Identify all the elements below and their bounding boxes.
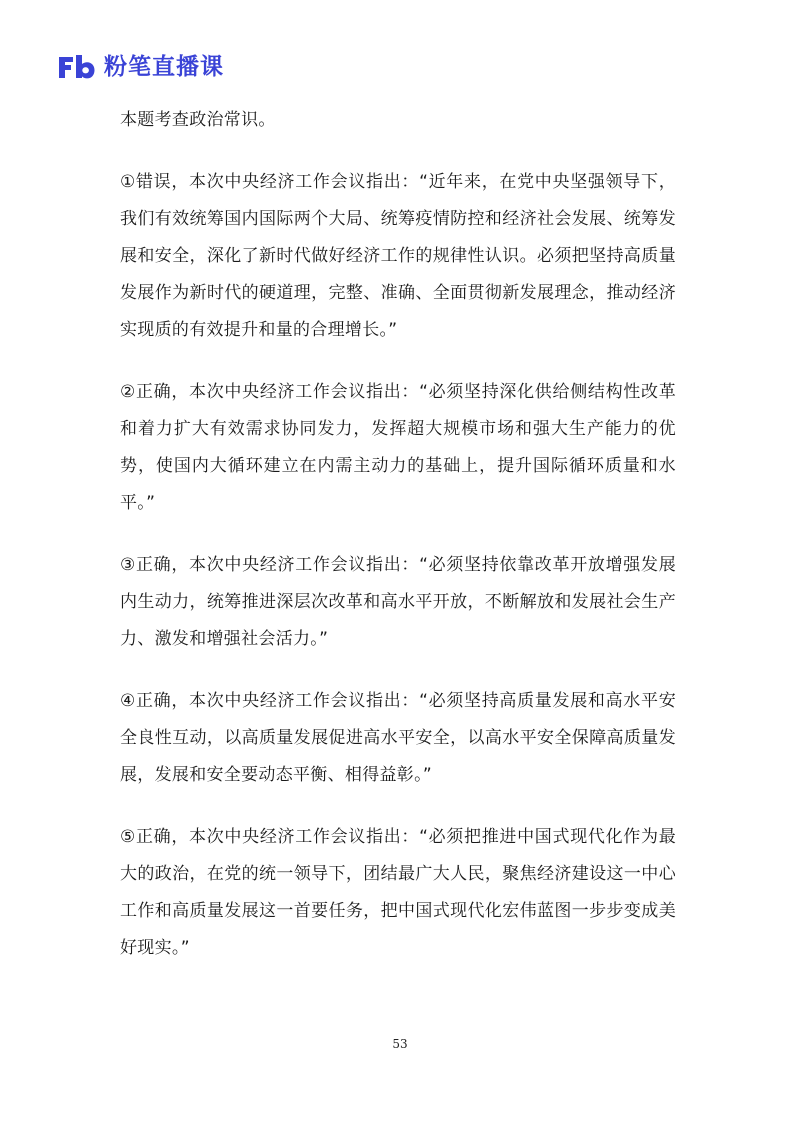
paragraph-4: ④正确，本次中央经济工作会议指出：“必须坚持高质量发展和高水平安全良性互动，以高质量发展促进高水平安全，以高水平安全保障高质量发展，发展和安全要动态平衡、相得益彰。” bbox=[120, 691, 676, 785]
paragraph-1: ①错误，本次中央经济工作会议指出：“近年来，在党中央坚强领导下，我们有效统筹国内国际两个大局、统筹疫情防控和经济社会发展、统筹发展和安全，深化了新时代做好经济工作的规律性认识。必须把坚持高质量发展作为新时代的硬道理，完整、准确、全面贯彻新发展理念，推动经济实现质的有效提升和量的合理增长。” bbox=[120, 172, 676, 340]
brand-header bbox=[56, 50, 224, 84]
fb-logo-icon bbox=[56, 53, 96, 81]
intro-text: 本题考查政治常识。 bbox=[120, 110, 276, 130]
page-number: 53 bbox=[392, 1037, 408, 1051]
paragraph-3: ③正确，本次中央经济工作会议指出：“必须坚持依靠改革开放增强发展内生动力，统筹推进深层次改革和高水平开放，不断解放和发展社会生产力、激发和增强社会活力。” bbox=[120, 555, 676, 649]
paragraph-5: ⑤正确，本次中央经济工作会议指出：“必须把推进中国式现代化作为最大的政治，在党的统一领导下，团结最广大人民，聚焦经济建设这一中心工作和高质量发展这一首要任务，把中国式现代化宏伟蓝图一步步变成美好现实。” bbox=[120, 827, 676, 958]
brand-name: 粉笔直播课 bbox=[104, 54, 224, 80]
paragraph-2: ②正确，本次中央经济工作会议指出：“必须坚持深化供给侧结构性改革和着力扩大有效需求协同发力，发挥超大规模市场和强大生产能力的优势，使国内大循环建立在内需主动力的基础上，提升国际循环质量和水平。” bbox=[120, 382, 676, 513]
document-body bbox=[120, 102, 676, 967]
